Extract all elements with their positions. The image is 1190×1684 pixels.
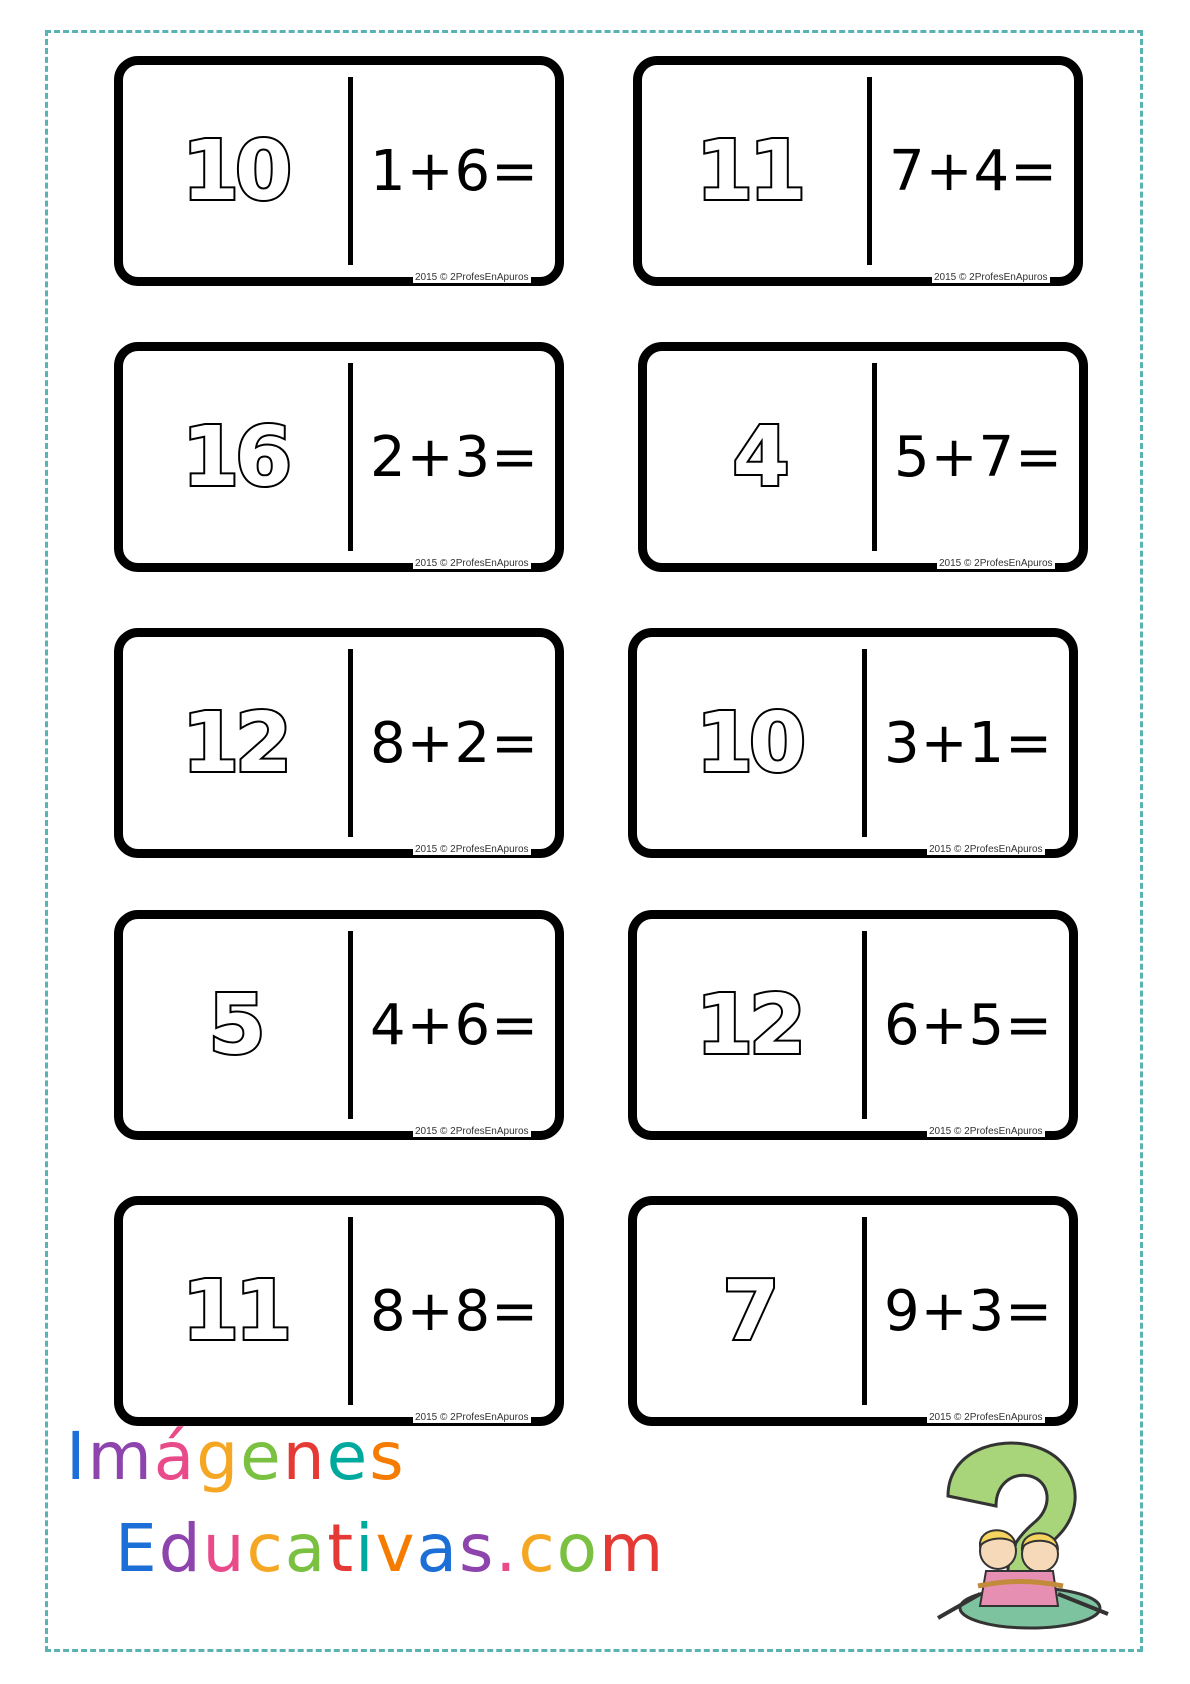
brand-letter: s <box>458 1510 496 1587</box>
domino-divider <box>348 363 353 551</box>
brand-letter: c <box>246 1510 285 1587</box>
domino-card <box>628 1196 1078 1426</box>
brand-letter: e <box>326 1418 370 1495</box>
domino-divider <box>872 363 877 551</box>
domino-copyright: 2015 © 2ProfesEnApuros <box>929 1412 1043 1423</box>
domino-divider <box>862 931 867 1119</box>
domino-operation: 9+3= <box>883 1278 1054 1344</box>
domino-number: 7 <box>722 1263 776 1359</box>
domino-operation: 1+6= <box>369 138 540 204</box>
domino-copyright: 2015 © 2ProfesEnApuros <box>929 844 1043 855</box>
domino-operation: 8+8= <box>369 1278 540 1344</box>
domino-number: 12 <box>181 695 289 791</box>
brand-letter: u <box>202 1510 247 1587</box>
domino-divider <box>348 77 353 265</box>
domino-copyright: 2015 © 2ProfesEnApuros <box>929 1126 1043 1137</box>
domino-copyright: 2015 © 2ProfesEnApuros <box>415 1126 529 1137</box>
domino-copyright: 2015 © 2ProfesEnApuros <box>415 558 529 569</box>
domino-card <box>114 342 564 572</box>
domino-divider <box>862 1217 867 1405</box>
brand-letter: v <box>375 1510 417 1587</box>
brand-letter: m <box>599 1510 666 1587</box>
brand-letter: e <box>240 1418 283 1495</box>
brand-letter: s <box>369 1418 406 1495</box>
domino-number: 16 <box>181 409 289 505</box>
domino-operation: 3+1= <box>883 710 1054 776</box>
brand-letter: d <box>158 1510 203 1587</box>
domino-number: 12 <box>695 977 803 1073</box>
domino-divider <box>867 77 872 265</box>
domino-operation: 5+7= <box>893 424 1064 490</box>
brand-letter: a <box>416 1510 459 1587</box>
brand-letter: I <box>66 1418 88 1495</box>
domino-number: 10 <box>181 123 289 219</box>
domino-card <box>114 56 564 286</box>
brand-letter: t <box>327 1510 356 1587</box>
domino-divider <box>862 649 867 837</box>
domino-operation: 4+6= <box>369 992 540 1058</box>
domino-copyright: 2015 © 2ProfesEnApuros <box>415 844 529 855</box>
domino-card <box>114 1196 564 1426</box>
domino-operation: 7+4= <box>888 138 1059 204</box>
domino-card <box>633 56 1083 286</box>
brand-letter: n <box>282 1418 327 1495</box>
domino-number: 4 <box>732 409 786 505</box>
domino-number: 5 <box>208 977 262 1073</box>
brand-letter: E <box>115 1510 159 1587</box>
domino-divider <box>348 1217 353 1405</box>
brand-letter: o <box>556 1510 600 1587</box>
brand-letter: i <box>355 1510 376 1587</box>
domino-copyright: 2015 © 2ProfesEnApuros <box>415 272 529 283</box>
brand-letter: . <box>495 1510 519 1587</box>
question-mark-mascot-icon <box>918 1436 1126 1631</box>
domino-number: 11 <box>181 1263 289 1359</box>
domino-card <box>628 910 1078 1140</box>
brand-letter: g <box>196 1418 241 1495</box>
domino-divider <box>348 931 353 1119</box>
brand-letter: á <box>153 1418 197 1495</box>
domino-card <box>628 628 1078 858</box>
brand-logo-line2 <box>115 1510 665 1587</box>
domino-number: 10 <box>695 695 803 791</box>
domino-card <box>638 342 1088 572</box>
domino-operation: 8+2= <box>369 710 540 776</box>
domino-operation: 6+5= <box>883 992 1054 1058</box>
domino-card <box>114 628 564 858</box>
domino-copyright: 2015 © 2ProfesEnApuros <box>415 1412 529 1423</box>
brand-letter: a <box>284 1510 328 1587</box>
brand-letter: m <box>87 1418 154 1495</box>
domino-copyright: 2015 © 2ProfesEnApuros <box>939 558 1053 569</box>
domino-copyright: 2015 © 2ProfesEnApuros <box>934 272 1048 283</box>
domino-number: 11 <box>695 123 803 219</box>
domino-operation: 2+3= <box>369 424 540 490</box>
domino-card <box>114 910 564 1140</box>
brand-logo-line1 <box>66 1418 406 1495</box>
brand-letter: c <box>518 1510 557 1587</box>
domino-divider <box>348 649 353 837</box>
